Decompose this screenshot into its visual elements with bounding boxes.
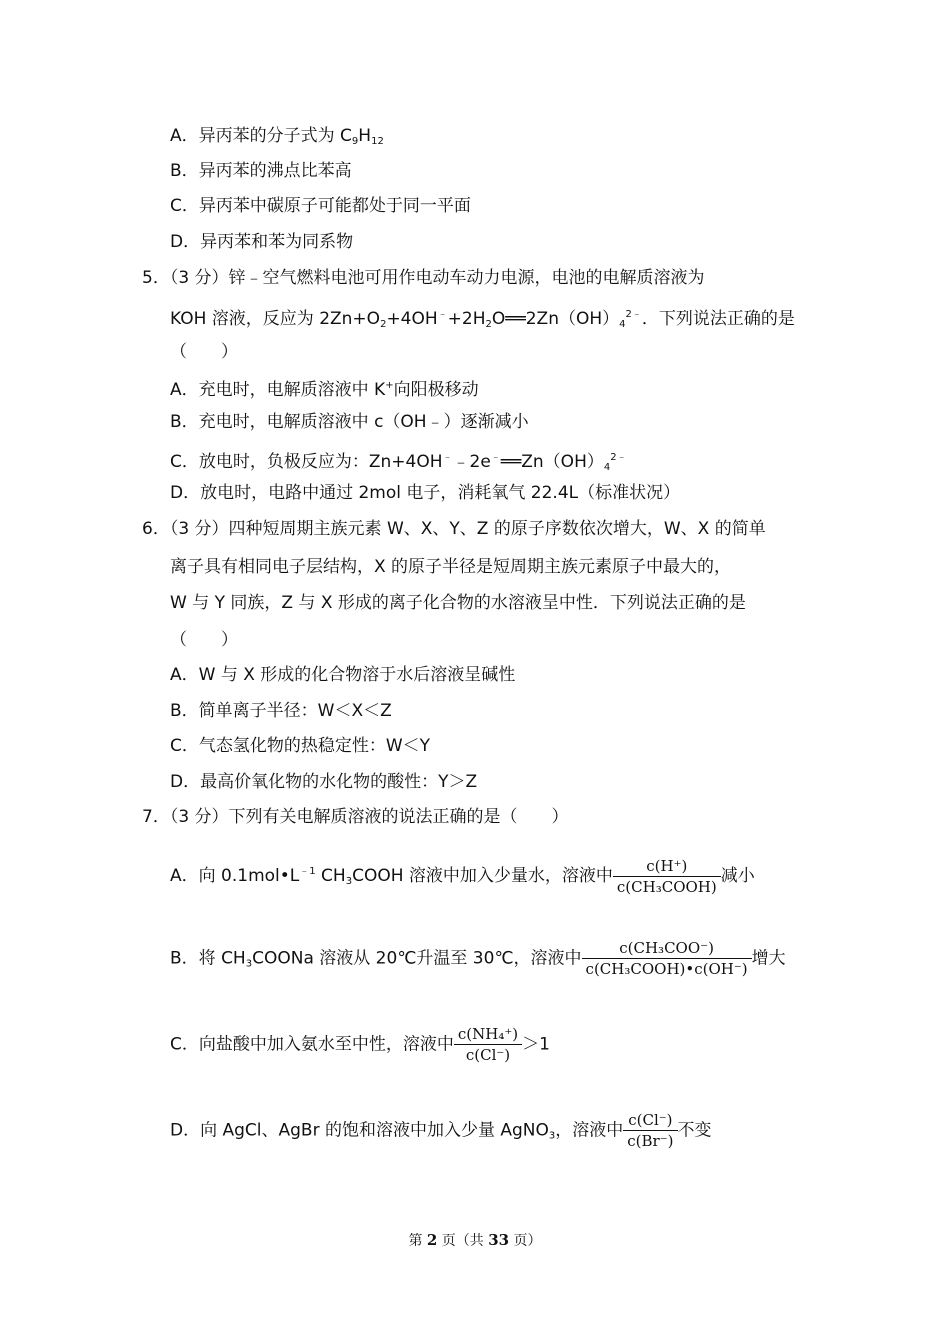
q5-stem-line1: 5．（3 分）锌﹣空气燃料电池可用作电动车动力电源，电池的电解质溶液为 [142,268,705,288]
q4-option-d: D．异丙苯和苯为同系物 [170,232,354,252]
q7-stem: 7．（3 分）下列有关电解质溶液的说法正确的是（ ） [142,807,569,827]
q4-option-b: B．异丙苯的沸点比苯高 [170,161,352,181]
q5-option-c: C．放电时，负极反应为：$Zn+4OH^﹣﹣2e^﹣══Zn(OH)_4^{2﹣}$ [170,452,627,473]
q6-answer-paren: （ ） [170,630,238,650]
page-footer: 第 2 页（共 33 页） [408,1231,542,1249]
q7-b-fraction: $\frac{\text{c(CH₃COO⁻)}}{\text{c(CH₃COOH)•c(OH⁻)}}$ [582,938,752,979]
q7-option-d: D．向 AgCl、AgBr 的饱和溶液中加入少量 AgNO$_3$，溶液中 $\frac{c(Cl^-)}{c(Br^-)}$ 不变 [170,1111,712,1150]
current-page-number: 2 [426,1231,438,1249]
q5-stem-line2: KOH 溶液，反应为 $2Zn+O_2+4OH^﹣+2H_2O══2Zn(OH)_4^{2﹣}$．下列说法正确的是 [170,309,795,330]
q5-answer-paren: （ ） [170,342,238,362]
q7-option-c: C．向盐酸中加入氨水至中性，溶液中 $\frac{\text{c(NH₄⁺)}}{c(Cl^-)}$ ＞1 [170,1025,550,1064]
q4-option-c: C．异丙苯中碳原子可能都处于同一平面 [170,196,471,216]
q6-option-c: C．气态氢化物的热稳定性：W＜Y [170,736,431,756]
q5-option-b: B．充电时，电解质溶液中 c（OH﹣）逐渐减小 [170,412,529,432]
q7-option-b: B．将 $CH_3COONa$ 溶液从 20℃升温至 30℃，溶液中 $\frac{\text{c(CH₃COO⁻)}}{\text{c(CH₃COOH)•c(OH⁻)}}$ 增大 [170,939,786,978]
total-page-count: 33 [488,1231,510,1249]
q7-c-fraction: $\frac{\text{c(NH₄⁺)}}{c(Cl^-)}$ [454,1024,522,1065]
q5-option-a: A．充电时，电解质溶液中 K+向阳极移动 [170,380,479,400]
q7-a-fraction: $\frac{c(H^+)}{\text{c(CH₃COOH)}}$ [613,856,721,897]
q4-option-a: A．异丙苯的分子式为 $C_9H_{12}$ [170,126,384,147]
q6-option-a: A．W 与 X 形成的化合物溶于水后溶液呈碱性 [170,665,516,685]
q6-stem-line1: 6．（3 分）四种短周期主族元素 W、X、Y、Z 的原子序数依次增大，W、X 的简单 [142,519,766,539]
q7-d-fraction: $\frac{c(Cl^-)}{c(Br^-)}$ [623,1110,677,1151]
q5-option-d: D．放电时，电路中通过 2mol 电子，消耗氧气 22.4L（标准状况） [170,483,681,503]
q7-option-a: A．向 $0.1mol•L^{﹣1}$ $CH_3COOH$ 溶液中加入少量水，溶液中 $\frac{c(H^+)}{\text{c(CH₃COOH)}}$ 减小 [170,856,755,896]
q6-stem-line3: W 与 Y 同族，Z 与 X 形成的离子化合物的水溶液呈中性．下列说法正确的是 [170,593,746,613]
q6-option-b: B．简单离子半径：W＜X＜Z [170,701,392,721]
q6-option-d: D．最高价氧化物的水化物的酸性：Y＞Z [170,772,478,792]
q6-stem-line2: 离子具有相同电子层结构，X 的原子半径是短周期主族元素原子中最大的， [170,557,732,577]
